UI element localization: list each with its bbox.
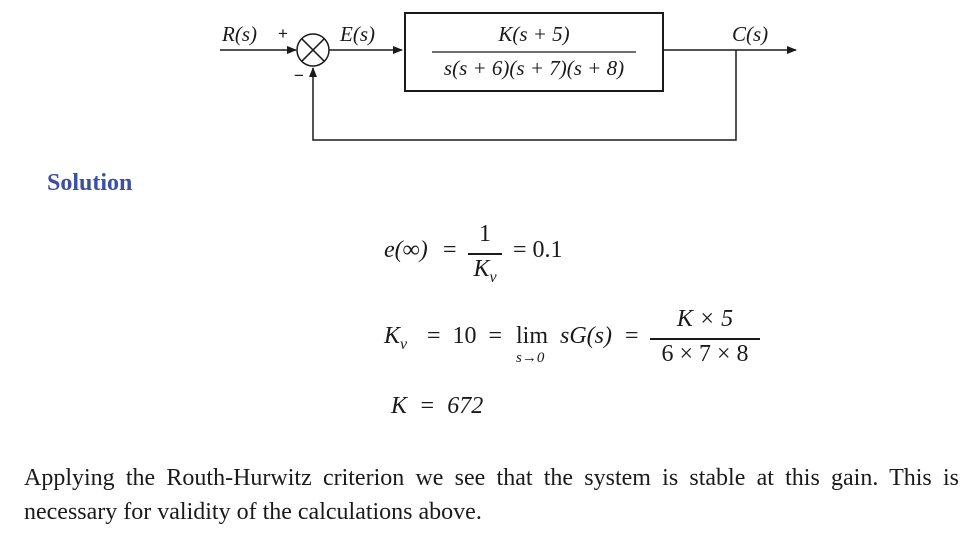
tf-denominator: s(s + 6)(s + 7)(s + 8) [443, 56, 625, 80]
eq2-numerator: K × 5 [676, 306, 734, 332]
eq2-function: sG(s) [560, 323, 612, 349]
conclusion-paragraph: Applying the Routh-Hurwitz criterion we see that the system is stable at this gain. This is necessary for validity of the calculations above. [24, 465, 959, 525]
eq1-den-sub: v [489, 269, 497, 286]
eq1-fraction-bar [468, 253, 502, 255]
summing-junction [297, 34, 329, 66]
eq1-numerator: 1 [479, 221, 491, 247]
input-label: R(s) [222, 22, 257, 46]
eq3: K = 672 [391, 393, 484, 419]
error-label: E(s) [340, 22, 375, 46]
tf-numerator: K(s + 5) [498, 22, 570, 46]
eq2-fraction-bar [650, 338, 760, 340]
eq2-denominator: 6 × 7 × 8 [661, 341, 749, 367]
eq2-lhs-sub: v [400, 336, 408, 353]
block-diagram [0, 0, 972, 160]
eq2-lim: lim [516, 323, 549, 349]
eq2-middle: = 10 = [427, 323, 503, 349]
output-label: C(s) [732, 22, 769, 46]
eq2-lhs-main: K [384, 323, 401, 349]
minus-sign: − [294, 66, 304, 85]
plus-sign: + [278, 24, 288, 43]
eq2-lhs [384, 323, 408, 353]
eq1-equals: = [443, 237, 457, 263]
eq2-lim-subscript: s→0 [516, 350, 545, 366]
eq2-equals: = [625, 323, 639, 349]
eq1-rhs: = 0.1 [513, 237, 563, 263]
eq1-den-main: K [473, 256, 490, 282]
eq1-lhs: e(∞) [384, 237, 428, 263]
solution-heading: Solution [47, 170, 133, 196]
eq1-denominator [468, 256, 502, 286]
